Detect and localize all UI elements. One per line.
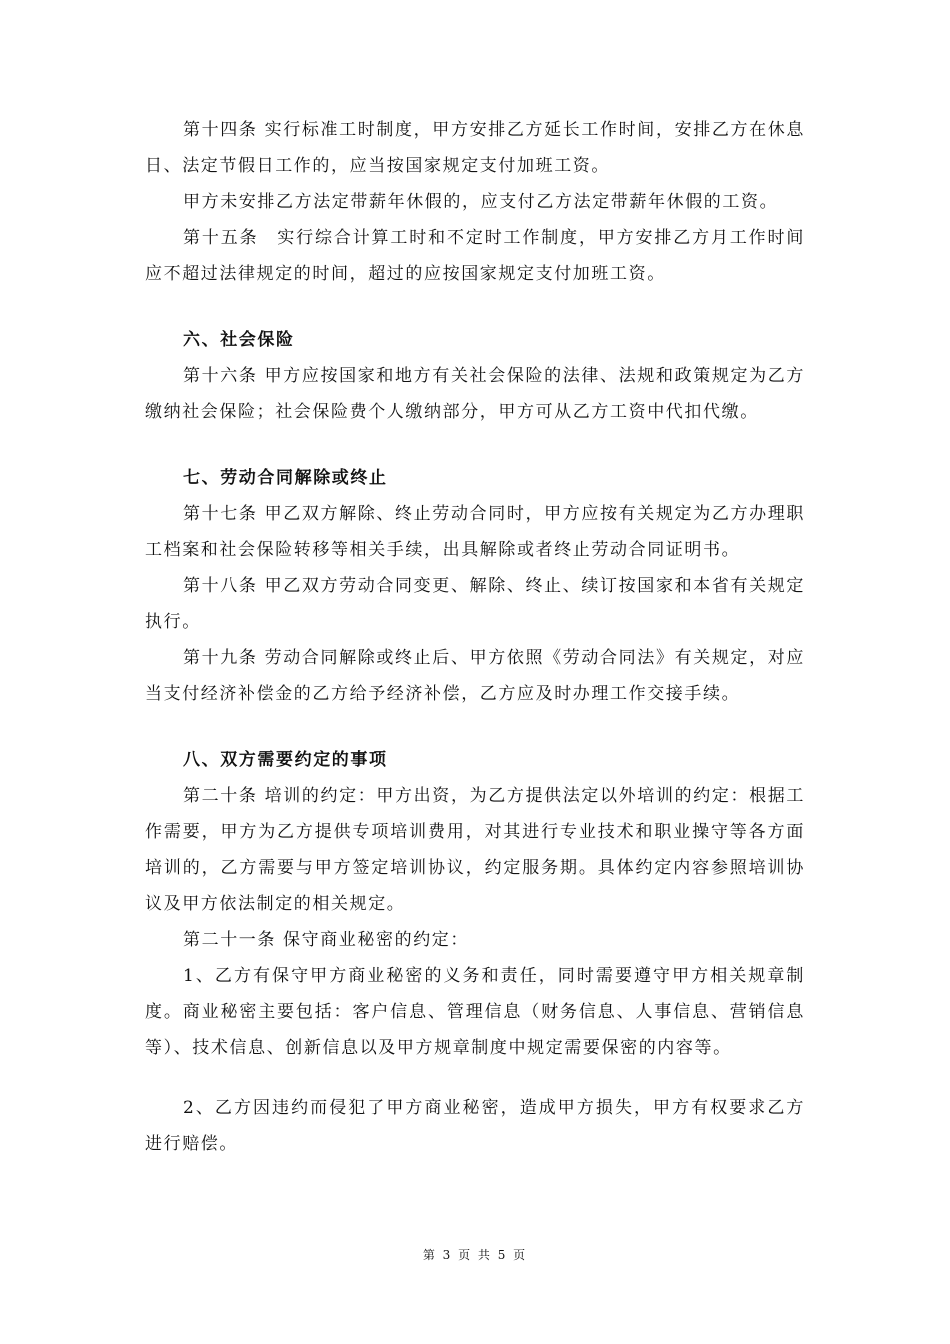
section-heading: 六、社会保险 — [183, 330, 295, 350]
page-number-footer: 第 3 页 共 5 页 — [422, 1248, 528, 1262]
section-heading: 八、双方需要约定的事项 — [183, 750, 388, 770]
paragraph: 甲方未安排乙方法定带薪年休假的，应支付乙方法定带薪年休假的工资。 — [183, 192, 779, 212]
paragraph: 第十六条 甲方应按国家和地方有关社会保险的法律、法规和政策规定为乙方缴纳社会保险；社会保险费个人缴纳部分，甲方可从乙方工资中代扣代缴。 — [145, 366, 805, 422]
paragraph: 第十九条 劳动合同解除或终止后、甲方依照《劳动合同法》有关规定，对应当支付经济补偿金的乙方给予经济补偿，乙方应及时办理工作交接手续。 — [145, 648, 805, 704]
paragraph: 第二十一条 保守商业秘密的约定： — [183, 930, 470, 950]
document-body — [145, 112, 805, 1162]
paragraph: 第十八条 甲乙双方劳动合同变更、解除、终止、续订按国家和本省有关规定执行。 — [145, 576, 805, 632]
paragraph: 第十四条 实行标准工时制度，甲方安排乙方延长工作时间，安排乙方在休息日、法定节假日工作的，应当按国家规定支付加班工资。 — [145, 120, 805, 176]
paragraph: 第十七条 甲乙双方解除、终止劳动合同时，甲方应按有关规定为乙方办理职工档案和社会保险转移等相关手续，出具解除或者终止劳动合同证明书。 — [145, 504, 805, 560]
paragraph: 第二十条 培训的约定：甲方出资，为乙方提供法定以外培训的约定：根据工作需要，甲方为乙方提供专项培训费用，对其进行专业技术和职业操守等各方面培训的，乙方需要与甲方签定培训协议，约定服务期。具体约定内容参照培训协议及甲方依法制定的相关规定。 — [145, 786, 805, 914]
paragraph: 2、乙方因违约而侵犯了甲方商业秘密，造成甲方损失，甲方有权要求乙方进行赔偿。 — [145, 1098, 805, 1154]
paragraph: 1、乙方有保守甲方商业秘密的义务和责任，同时需要遵守甲方相关规章制度。商业秘密主要包括：客户信息、管理信息（财务信息、人事信息、营销信息等）、技术信息、创新信息以及甲方规章制度中规定需要保密的内容等。 — [145, 966, 805, 1058]
section-heading: 七、劳动合同解除或终止 — [183, 468, 388, 488]
paragraph: 第十五条 实行综合计算工时和不定时工作制度，甲方安排乙方月工作时间应不超过法律规定的时间，超过的应按国家规定支付加班工资。 — [145, 228, 805, 284]
